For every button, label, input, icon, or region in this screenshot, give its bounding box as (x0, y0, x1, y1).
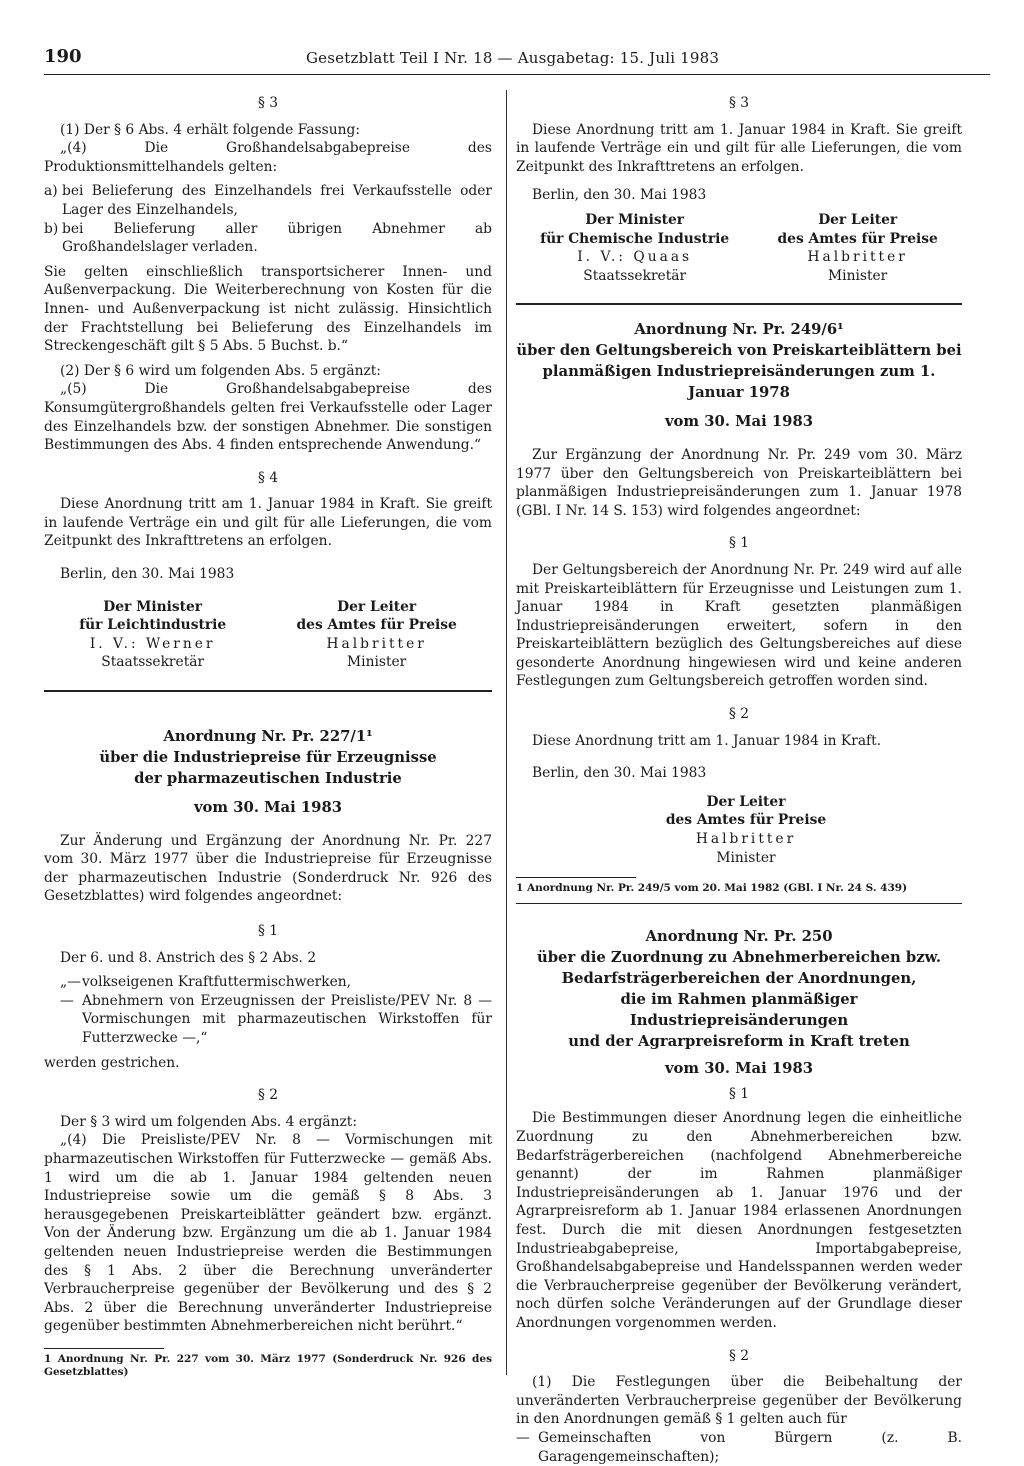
paragraph: Zur Änderung und Ergänzung der Anordnung Nr. Pr. 227 vom 30. März 1977 über die Industriepreise für Erzeugnisse der pharmazeutischen Industrie (Sonderdruck Nr. 926 des Gesetzblattes) wird folgendes angeordnet: (44, 832, 492, 905)
paragraph: Der 6. und 8. Anstrich des § 2 Abs. 2 (60, 949, 317, 966)
ordinance-title-line: Anordnung Nr. Pr. 250 (645, 928, 833, 946)
signatory-title: Der Leiter (818, 211, 898, 228)
column-divider (506, 90, 507, 1375)
ordinance-title-line: und der Agrarpreisreform in Kraft treten (568, 1033, 910, 1051)
section-heading: § 2 (728, 706, 750, 723)
signatory-role: Staatssekretär (583, 267, 687, 284)
list-label: b) (44, 220, 59, 237)
signatory-office: des Amtes für Preise (777, 230, 938, 247)
signature-block (79, 598, 226, 672)
list-item (516, 1429, 962, 1466)
signature-row (516, 211, 962, 285)
signature-block (540, 211, 729, 285)
ordinance-title-line: Anordnung Nr. Pr. 249/6¹ (634, 321, 844, 339)
paragraph: (1) Die Festlegungen über die Beibehaltung der unveränderten Verbraucherpreise gegenüber der Bevölkerung in den Anordnungen gemäß § 1 gelten auch für (516, 1374, 962, 1428)
signature-block (297, 598, 457, 672)
header-rule (44, 74, 990, 75)
signatory-office: für Chemische Industrie (540, 230, 730, 247)
signatory-name: Halbritter (807, 249, 908, 266)
list-label: „— (60, 974, 81, 991)
place-date: Berlin, den 30. Mai 1983 (532, 765, 707, 782)
list-label: — (60, 992, 74, 1009)
list-item (44, 220, 492, 257)
paragraph: Diese Anordnung tritt am 1. Januar 1984 in Kraft. Sie greift in laufende Verträge ein und gilt für alle Lieferungen, die vom Zeitpunkt des Inkrafttretens an erfolgen. (44, 496, 492, 550)
ordinance-date: vom 30. Mai 1983 (664, 1060, 814, 1078)
ordinance-title-line: der pharmazeutischen Industrie (134, 770, 402, 788)
paragraph: (1) Der § 6 Abs. 4 erhält folgende Fassung: (60, 121, 360, 138)
list-text: bei Belieferung aller übrigen Abnehmer ab Großhandelslager verladen. (62, 220, 492, 256)
ordinance-title-line: Anordnung Nr. Pr. 227/1¹ (163, 728, 373, 746)
signature-block (636, 793, 856, 867)
ordinance-title-line: über den Geltungsbereich von Preiskarteiblättern bei (516, 342, 962, 360)
ordinance-title (44, 726, 492, 789)
signatory-title: Der Leiter (706, 793, 786, 810)
signatory-role: Minister (828, 267, 888, 284)
paragraph: Die Bestimmungen dieser Anordnung legen die einheitliche Zuordnung zu den Abnehmerbereichen bzw. Bedarfsträgerbereichen (nachfolgend Abnehmerbereiche genannt) der im Rahmen planmäßiger Industriepreisänderungen ab 1. Januar 1976 und der Agrarpreisreform ab 1. Januar 1984 erlassenen Anordnungen fest. Durch die mit diesen Anordnungen festgesetzten Industrieabgabepreise, Importabgabepreise, Großhandelsabgabepreise und Handelsspannen werden weder die Verbraucherpreise gegenüber der Bevölkerung verändert, noch dürfen solche Veränderungen auf der Grundlage dieser Anordnungen vorgenommen werden. (516, 1110, 962, 1331)
section-heading: § 2 (728, 1347, 750, 1364)
signatory-role: Minister (716, 849, 776, 866)
ordinance-title-line: die im Rahmen planmäßiger Industriepreisänderungen (620, 991, 858, 1030)
footnote-rule (44, 1348, 164, 1349)
paragraph: (2) Der § 6 wird um folgenden Abs. 5 ergänzt: (60, 362, 381, 379)
paragraph: „(5) Die Großhandelsabgabepreise des Konsumgütergroßhandels gelten frei Verkaufsstelle oder Lager des Einzelhandels bzw. der sonstigen Abnehmer. Die sonstigen Bestimmungen des Abs. 4 finden entsprechende Anwendung.“ (44, 381, 492, 454)
signatory-name: Halbritter (326, 635, 427, 652)
signatory-office: des Amtes für Preise (665, 812, 827, 829)
list-item (44, 182, 492, 219)
list-label: — (516, 1429, 530, 1446)
section-heading: § 3 (728, 95, 750, 111)
section-heading: § 1 (728, 1085, 750, 1102)
section-heading: § 4 (257, 469, 279, 486)
list-text: Abnehmern von Erzeugnissen der Preisliste/PEV Nr. 8 — Vormischungen mit pharmazeutischen Wirkstoffen für Futterzwecke —,“ (82, 992, 492, 1046)
footnote-rule (516, 877, 636, 878)
signatory-role: Minister (347, 654, 407, 671)
section-heading: § 1 (728, 535, 750, 552)
section-heading: § 2 (257, 1087, 279, 1104)
signatory-title: Der Leiter (337, 598, 417, 615)
ordinance-title-line: über die Industriepreise für Erzeugnisse (99, 749, 437, 767)
list-text: bei Belieferung des Einzelhandels frei Verkaufsstelle oder Lager des Einzelhandels, (62, 183, 492, 218)
running-header: Gesetzblatt Teil I Nr. 18 — Ausgabetag: 15. Juli 1983 (306, 49, 720, 67)
paragraph: Zur Ergänzung der Anordnung Nr. Pr. 249 vom 30. März 1977 über den Geltungsbereich von Preiskarteiblättern bei planmäßigen Industriepreisänderungen zum 1. Januar 1978 (GBl. I Nr. 14 S. 153) wird folgendes angeordnet: (516, 446, 962, 519)
signatory-role: Staatssekretär (101, 654, 205, 671)
signatory-name: I. V.: Werner (89, 635, 216, 652)
list-text: Gemeinschaften von Bürgern (z. B. Garagengemeinschaften); (538, 1429, 962, 1465)
signatory-title: Der Minister (103, 598, 203, 615)
paragraph: „(4) Die Großhandelsabgabepreise des Produktionsmittelhandels gelten: (44, 140, 492, 175)
signature-row (44, 598, 492, 672)
place-date: Berlin, den 30. Mai 1983 (60, 566, 235, 583)
paragraph: werden gestrichen. (44, 1054, 180, 1071)
signatory-office: für Leichtindustrie (79, 617, 227, 634)
footnote: 1 Anordnung Nr. Pr. 249/5 vom 20. Mai 1982 (GBl. I Nr. 24 S. 439) (516, 882, 908, 895)
paragraph: Der Geltungsbereich der Anordnung Nr. Pr. 249 wird auf alle mit Preiskarteiblättern für Erzeugnisse und Leistungen zum 1. Januar 1984 in Kraft gesetzten planmäßigen Industriepreisänderungen erweitert, sofern in den Preiskarteiblättern bezüglich des Geltungsbereiches auf diese gesonderte Anordnung hingewiesen wird und keine anderen Festlegungen zum Geltungsbereich getroffen worden sind. (516, 561, 962, 690)
ordinance-date: vom 30. Mai 1983 (664, 413, 814, 431)
place-date: Berlin, den 30. Mai 1983 (532, 187, 707, 204)
ordinance-title-line: Bedarfsträgerbereichen der Anordnungen, (561, 970, 917, 988)
list-item (44, 973, 492, 992)
left-column (44, 84, 492, 1379)
right-column (516, 84, 962, 1466)
list-text: volkseigenen Kraftfuttermischwerken, (82, 974, 352, 991)
paragraph: Der § 3 wird um folgenden Abs. 4 ergänzt: (60, 1113, 357, 1130)
section-heading: § 3 (257, 95, 279, 111)
page-number: 190 (44, 46, 82, 67)
paragraph: Diese Anordnung tritt am 1. Januar 1984 in Kraft. Sie greift in laufende Verträge ein und gilt für alle Lieferungen, die vom Zeitpunkt des Inkrafttretens an erfolgen. (516, 121, 962, 175)
paragraph: „(4) Die Preisliste/PEV Nr. 8 — Vormischungen mit pharmazeutischen Wirkstoffen für Futterzwecke — gemäß Abs. 1 wird um die ab 1. Januar 1984 geltenden neuen Industriepreise sowie um die gemäß § 8 Abs. 3 herausgegebenen Preiskarteiblätter geändert bzw. ergänzt. Von der Änderung bzw. Ergänzung um die ab 1. Januar 1984 geltenden neuen Industriepreise werden die Bestimmungen des § 1 Abs. 2 über die Berechnung unveränderter Verbraucherpreise gegenüber der Bevölkerung und des § 2 Abs. 2 über die Berechnung unveränderter Industriepreise gegenüber bestimmten Abnehmerbereichen nicht berührt.“ (44, 1132, 492, 1335)
ordinance-date: vom 30. Mai 1983 (193, 799, 343, 817)
signature-block (778, 211, 938, 285)
footnote: 1 Anordnung Nr. Pr. 227 vom 30. März 1977 (Sonderdruck Nr. 926 des Gesetzblattes) (44, 1352, 492, 1378)
ordinance-title-line: planmäßigen Industriepreisänderungen zum 1. Januar 1978 (542, 363, 936, 402)
signatory-name: Halbritter (695, 831, 797, 848)
signatory-title: Der Minister (585, 211, 685, 228)
list-label: a) (44, 183, 58, 200)
paragraph: Sie gelten einschließlich transportsicherer Innen- und Außenverpackung. Die Weiterberechnung von Kosten für die Innen- und Außenverpackung ist nicht zulässig. Hinsichtlich der Frachtstellung bei Belieferung des Einzelhandels im Streckengeschäft gilt § 5 Abs. 5 Buchst. b.“ (44, 263, 492, 355)
section-heading: § 1 (257, 923, 279, 939)
paragraph: Diese Anordnung tritt am 1. Januar 1984 in Kraft. (532, 732, 882, 749)
ordinance-title (516, 926, 962, 1052)
ordinance-title-line: über die Zuordnung zu Abnehmerbereichen bzw. (536, 949, 942, 967)
signatory-office: des Amtes für Preise (296, 617, 457, 634)
list-item (44, 992, 492, 1048)
signatory-name: I. V.: Quaas (577, 249, 693, 266)
ordinance-title (516, 319, 962, 403)
